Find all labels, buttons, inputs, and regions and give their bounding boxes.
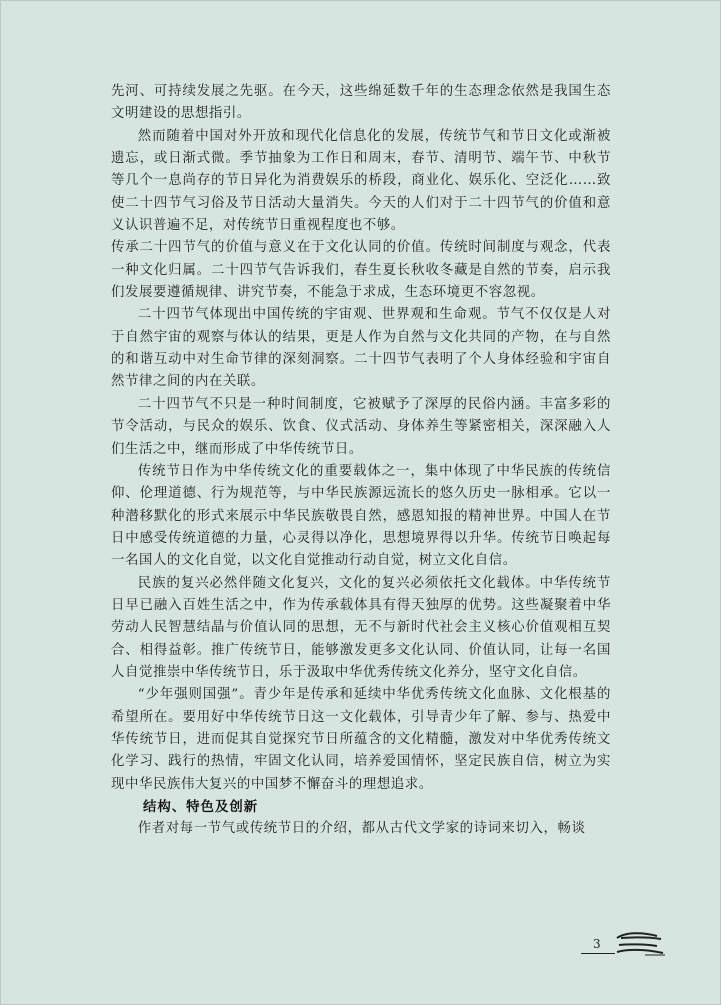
- paragraph-5: 二十四节气不只是一种时间制度，它被赋予了深厚的民俗内涵。丰富多彩的节令活动，与民众的娱乐、饮食、仪式活动、身体养生等紧密相关，深深融入人们生活之中，继而形成了中华传统节日。: [111, 396, 611, 457]
- paragraph-1: 先河、可持续发展之先驱。在今天，这些绵延数千年的生态理念依然是我国生态文明建设的思想指引。: [111, 84, 611, 122]
- page-number: 3: [593, 937, 601, 951]
- paragraph-8: “少年强则国强”。青少年是传承和延续中华优秀传统文化血脉、文化根基的希望所在。要用好中华传统节日这一文化载体，引导青少年了解、参与、热爱中华传统节日，进而促其自觉探究节日所蕴含的文化精髓，激发对中华优秀传统文化学习、践行的热情，牢固文化认同，培养爱国情怀，坚定民族自信，树立为实现中华民族伟大复兴的中国梦不懈奋斗的理想追求。: [111, 687, 611, 792]
- page-footer: [581, 929, 671, 965]
- footer-rule: [581, 953, 615, 954]
- section-heading: 结构、特色及创新: [143, 799, 259, 815]
- paragraph-9: 作者对每一节气或传统节日的介绍，都从古代文学家的诗词来切入，畅谈: [137, 821, 586, 837]
- paragraph-6: 传统节日作为中华传统文化的重要载体之一，集中体现了中华民族的传统信仰、伦理道德、行为规范等，与中华民族源远流长的悠久历史一脉相承。它以一种潜移默化的形式来展示中华民族敬畏自然，感恩知报的精神世界。中国人在节日中感受传统道德的力量，心灵得以净化，思想境界得以升华。传统节日唤起每一名国人的文化自觉，以文化自觉推动行动自觉，树立文化自信。: [111, 463, 611, 569]
- decorative-swirl-icon: [615, 931, 665, 957]
- paragraph-4: 二十四节气体现出中国传统的宇宙观、世界观和生命观。节气不仅仅是人对于自然宇宙的观察与体认的结果，更是人作为自然与文化共同的产物，在与自然的和谐互动中对生命节律的深刻洞察。二十四节气表明了个人身体经验和宇宙自然节律之间的内在关联。: [111, 307, 611, 390]
- paragraph-2: 然而随着中国对外开放和现代化信息化的发展，传统节气和节日文化或渐被遗忘，或日渐式微。季节抽象为工作日和周末，春节、清明节、端午节、中秋节等几个一息尚存的节日异化为消费娱乐的桥段，商业化、娱乐化、空泛化……致使二十四节气习俗及节日活动大量消失。今天的人们对于二十四节气的价值和意义认识普遍不足，对传统节日重视程度也不够。: [111, 128, 611, 234]
- paragraph-7: 民族的复兴必然伴随文化复兴，文化的复兴必须依托文化载体。中华传统节日早已融入百姓生活之中，作为传承载体具有得天独厚的优势。这些凝聚着中华劳动人民智慧结晶与价值认同的思想，无不与新时代社会主义核心价值观相互契合、相得益彰。推广传统节日，能够激发更多文化认同、价值认同，让每一名国人自觉推崇中华传统节日，乐于汲取中华优秀传统文化养分，坚守文化自信。: [111, 575, 611, 680]
- paragraph-3: 传承二十四节气的价值与意义在于文化认同的价值。传统时间制度与观念，代表一种文化归属。二十四节气告诉我们，春生夏长秋收冬藏是自然的节奏，启示我们发展要遵循规律、讲究节奏，不能急于求成，生态环境更不容忽视。: [111, 240, 611, 301]
- page-body: [111, 81, 611, 841]
